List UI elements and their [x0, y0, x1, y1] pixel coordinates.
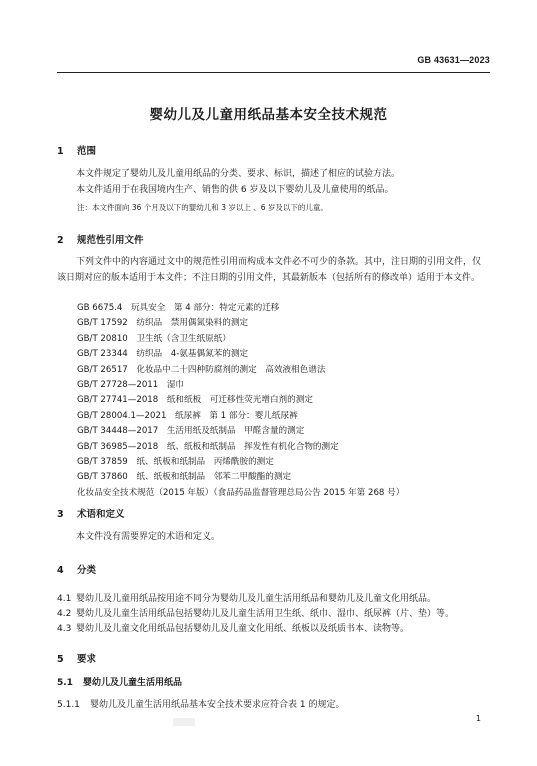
section-1-paragraph-1: 本文件规定了婴幼儿及儿童用纸品的分类、要求、标识，描述了相应的试验方法。: [76, 169, 401, 179]
section-title: 分类: [77, 565, 97, 576]
section-number: 3: [57, 509, 64, 520]
clause-4-1: [57, 591, 436, 604]
section-title: 规范性引用文件: [77, 235, 144, 246]
section-3-paragraph: 本文件没有需要界定的术语和定义。: [76, 532, 221, 542]
standard-number: GB 43631—2023: [417, 55, 490, 65]
section-2-intro: 下列文件中的内容通过文中的规范性引用而构成本文件必不可少的条款。其中，注日期的引用文件，仅该日期对应的版本适用于本文件；不注日期的引用文件，其最新版本（包括所有的修改单）适用于本文件。: [57, 257, 482, 283]
clause-text: 婴幼儿及儿童文化用纸品包括婴幼儿及儿童文化用纸、纸板以及纸质书本、读物等。: [76, 624, 410, 634]
section-number: 5: [57, 654, 64, 665]
reference-item: GB/T 34448—2017 生活用纸及纸制品 甲醛含量的测定: [77, 426, 305, 437]
page-number: 1: [475, 714, 481, 723]
clause-number: 5.1: [57, 678, 73, 688]
reference-item: GB/T 37860 纸、纸板和纸制品 邻苯二甲酸酯的测定: [77, 472, 292, 483]
section-number: 4: [57, 565, 64, 576]
clause-number: 4.2: [57, 609, 72, 619]
header-rule: [57, 72, 490, 73]
clause-4-3: [57, 621, 409, 634]
section-number: 1: [57, 146, 64, 157]
clause-number: 4.3: [57, 624, 72, 634]
reference-item: GB/T 36985—2018 纸、纸板和纸制品 挥发性有机化合物的测定: [77, 441, 339, 452]
clause-text: 婴幼儿及儿童生活用纸品包括婴幼儿及儿童生活用卫生纸、纸巾、湿巾、纸尿裤（片、垫）等。: [76, 609, 455, 619]
section-1-note: 注：本文件面向 36 个月及以下的婴幼儿和 3 岁以上 、6 岁及以下的儿童。: [77, 203, 328, 212]
clause-title: 婴幼儿及儿童生活用纸品: [83, 678, 183, 688]
clause-5-1-1: [57, 697, 344, 710]
section-title: 术语和定义: [77, 509, 125, 520]
reference-item: GB/T 27741—2018 纸和纸板 可迁移性荧光增白剂的测定: [77, 395, 313, 406]
section-2-heading: [57, 232, 144, 246]
reference-item: GB 6675.4 玩具安全 第 4 部分：特定元素的迁移: [77, 303, 280, 313]
section-1-heading: [57, 143, 96, 157]
section-number: 2: [57, 235, 64, 246]
reference-item: GB/T 37859 纸、纸板和纸制品 丙烯酰胺的测定: [77, 457, 274, 468]
reference-item: GB/T 26517 化妆品中二十四种防腐剂的测定 高效液相色谱法: [77, 364, 326, 375]
reference-item: 化妆品安全技术规范（2015 年版）（食品药品监督管理总局公告 2015 年第 268 号）: [77, 487, 405, 498]
normative-references-list: [77, 301, 404, 501]
clause-number: 4.1: [57, 594, 72, 604]
reference-item: GB/T 28004.1—2021 纸尿裤 第 1 部分：婴儿纸尿裤: [77, 410, 298, 421]
clause-text: 婴幼儿及儿童用纸品按用途不同分为婴幼儿及儿童生活用纸品和婴幼儿及儿童文化用纸品。: [76, 594, 437, 604]
section-4-heading: [57, 562, 96, 576]
clause-4-2: [57, 606, 454, 619]
section-title: 范围: [77, 146, 97, 157]
section-3-heading: [57, 506, 125, 520]
reference-item: GB/T 17592 纺织品 禁用偶氮染料的测定: [77, 318, 249, 329]
document-title: 婴幼儿及儿童用纸品基本安全技术规范: [149, 107, 388, 123]
clause-text: 婴幼儿及儿童生活用纸品基本安全技术要求应符合表 1 的规定。: [90, 700, 345, 710]
scan-mark: [173, 718, 195, 726]
subclause-5-1-heading: [57, 675, 182, 688]
section-5-heading: [57, 651, 96, 665]
clause-number: 5.1.1: [57, 700, 80, 710]
section-title: 要求: [77, 654, 97, 665]
reference-item: GB/T 20810 卫生纸（含卫生纸原纸）: [77, 333, 231, 344]
section-1-paragraph-2: 本文件适用于在我国境内生产、销售的供 6 岁及以下婴幼儿及儿童使用的纸品。: [76, 185, 394, 195]
reference-item: GB/T 23344 纺织品 4-氨基偶氮苯的测定: [77, 349, 249, 360]
reference-item: GB/T 27728—2011 湿巾: [77, 380, 185, 391]
